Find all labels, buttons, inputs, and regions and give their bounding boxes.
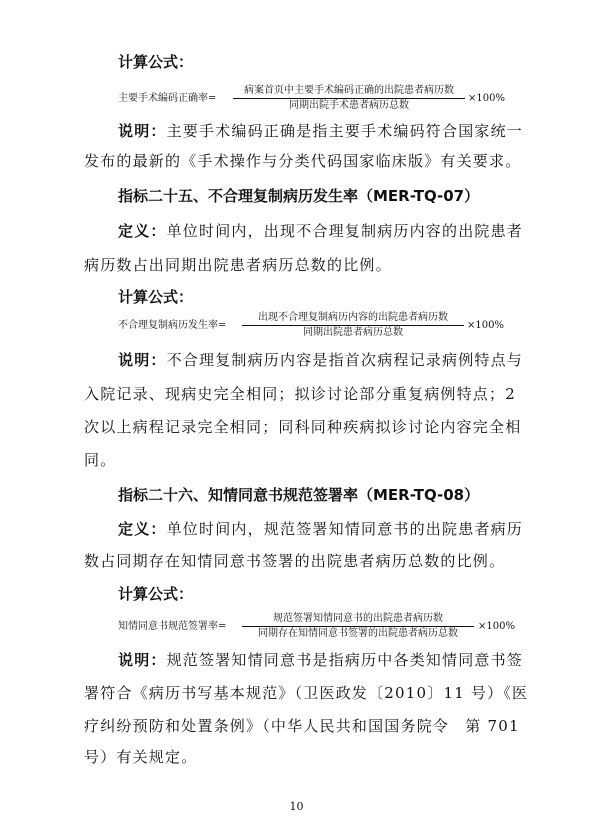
formula-main-surgery-code <box>118 85 518 113</box>
formula-numerator: 病案首页中主要手术编码正确的出院患者病历数 <box>244 85 454 96</box>
section-heading-25: 指标二十五、不合理复制病历发生率（MER-TQ-07） <box>118 187 480 205</box>
note-text: 主要手术编码正确是指主要手术编码符合国家统一 <box>166 122 524 140</box>
note-text: 署符合《病历书写基本规范》（卫医政发〔2010〕11 号）《医 <box>84 684 529 702</box>
formula-denominator: 同期存在知情同意书签署的出院患者病历总数 <box>258 628 458 639</box>
note-text: 入院记录、现病史完全相同；拟诊讨论部分重复病例特点；2 <box>84 385 516 403</box>
formula-fraction <box>233 85 465 112</box>
note-text: 发布的最新的《手术操作与分类代码国家临床版》有关要求。 <box>84 152 522 170</box>
formula-multiplier: ×100% <box>468 93 505 104</box>
note-line-1 <box>118 650 523 670</box>
definition-label: 定义： <box>118 222 167 240</box>
definition-line-1 <box>118 221 523 241</box>
page-number: 10 <box>289 800 304 813</box>
formula-unreasonable-copy-rate <box>118 312 518 340</box>
note-text: 规范签署知情同意书是指病历中各类知情同意书签 <box>166 651 524 669</box>
section-heading-26: 指标二十六、知情同意书规范签署率（MER-TQ-08） <box>118 486 480 504</box>
formula-multiplier: ×100% <box>478 621 515 632</box>
formula-label: 计算公式： <box>118 53 194 71</box>
formula-lhs: 不合理复制病历发生率= <box>118 320 227 331</box>
note-text: 疗纠纷预防和处置条例》（中华人民共和国国务院令 第 701 <box>84 717 520 735</box>
note-line-1 <box>118 121 523 141</box>
definition-text: 数占同期存在知情同意书签署的出院患者病历总数的比例。 <box>84 552 506 570</box>
definition-line-1 <box>118 519 523 539</box>
formula-consent-signing-rate <box>118 613 518 641</box>
formula-label: 计算公式： <box>118 585 194 603</box>
note-text: 同。 <box>84 451 117 469</box>
note-line-1 <box>118 350 523 370</box>
formula-denominator: 同期出院手术患者病历总数 <box>289 100 409 111</box>
formula-numerator: 出现不合理复制病历内容的出院患者病历数 <box>258 312 448 323</box>
definition-text: 病历数占出同期出院患者病历总数的比例。 <box>84 256 392 274</box>
formula-lhs: 知情同意书规范签署率= <box>118 621 227 632</box>
fraction-bar <box>242 626 474 627</box>
fraction-bar <box>242 325 464 326</box>
formula-multiplier: ×100% <box>467 320 504 331</box>
note-label: 说明： <box>118 351 167 369</box>
definition-label: 定义： <box>118 520 167 538</box>
formula-fraction <box>242 613 474 640</box>
formula-numerator: 规范签署知情同意书的出院患者病历数 <box>273 613 443 624</box>
formula-fraction <box>242 312 464 339</box>
formula-denominator: 同期出院患者病历总数 <box>303 327 403 338</box>
fraction-bar <box>233 98 465 99</box>
note-text: 次以上病程记录完全相同；同科同种疾病拟诊讨论内容完全相 <box>84 418 522 436</box>
note-label: 说明： <box>118 651 167 669</box>
definition-text: 单位时间内，规范签署知情同意书的出院患者病历 <box>166 520 524 538</box>
definition-text: 单位时间内，出现不合理复制病历内容的出院患者 <box>166 222 524 240</box>
note-label: 说明： <box>118 122 167 140</box>
formula-label: 计算公式： <box>118 288 194 306</box>
formula-lhs: 主要手术编码正确率= <box>118 93 217 104</box>
note-text: 不合理复制病历内容是指首次病程记录病例特点与 <box>166 351 524 369</box>
note-text: 号）有关规定。 <box>84 748 198 766</box>
